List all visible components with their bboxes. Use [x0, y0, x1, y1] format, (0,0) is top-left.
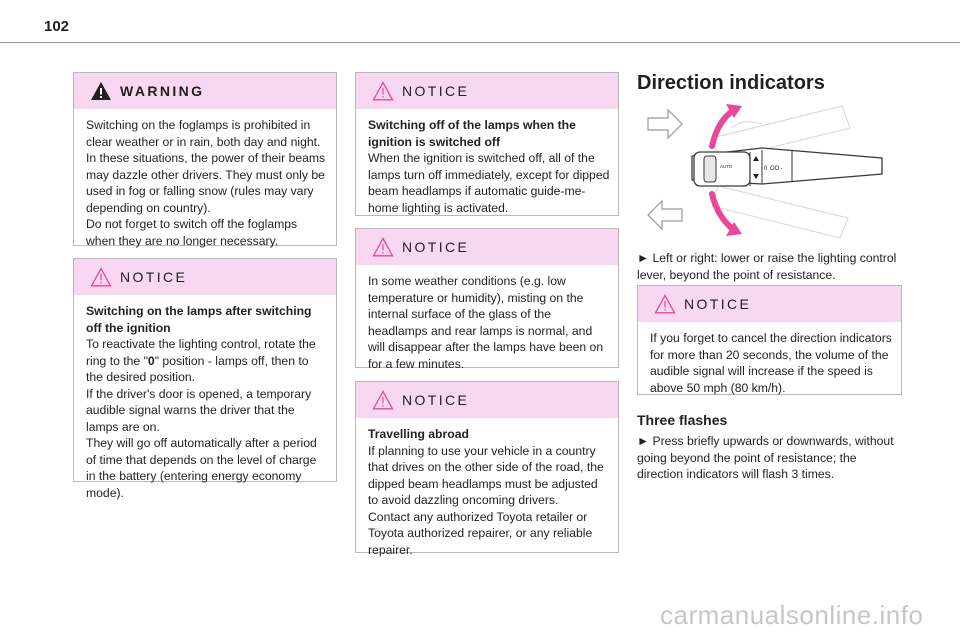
lighting-stalk-illustration	[642, 98, 892, 244]
notice-text: In some weather conditions (e.g. low temperature or humidity), misting on the internal surface of the glass of the headlamps and rear lamps is normal, and will disappear after the lamps have been on for a few minutes.	[368, 274, 604, 371]
arrow-right-icon	[648, 110, 682, 138]
notice-triangle-icon	[654, 294, 676, 314]
warning-text-1: Switching on the foglamps is prohibited in clear weather or in rain, both day and night. In these situations, the power of their beams may dazzle other drivers. They must only be used in fog or falling snow (rules may vary depending on country).	[86, 118, 326, 215]
three-flashes-heading: Three flashes	[637, 412, 728, 428]
down-arrow-icon	[712, 194, 734, 230]
warning-box	[73, 72, 337, 246]
notice-text: If planning to use your vehicle in a country that drives on the other side of the road, the dipped beam headlamps must be adjusted to avoid dazzling oncoming drivers.	[368, 443, 604, 507]
notice-text: If you forget to cancel the direction indicators for more than 20 seconds, the volume of the audible signal will increase if the speed is above 50 mph (80 km/h).	[650, 331, 892, 395]
notice-triangle-icon	[372, 237, 394, 257]
notice-triangle-icon	[90, 267, 112, 287]
up-arrow-icon	[712, 110, 734, 146]
arrow-left-icon	[648, 201, 682, 229]
notice-heading: Travelling abroad	[368, 427, 469, 441]
notice-text: Contact any authorized Toyota retailer or Toyota authorized repairer, or any reliable repairer.	[368, 509, 593, 557]
notice-text	[86, 336, 328, 386]
header-divider	[0, 42, 960, 43]
notice-text: If the driver's door is opened, a temporary audible signal warns the driver that the lamps are on.	[86, 386, 312, 434]
notice-box-switch-off	[355, 72, 619, 216]
instruction-paragraph: ► Left or right: lower or raise the lighting control lever, beyond the point of resistance.	[637, 251, 897, 282]
warning-header	[74, 73, 336, 109]
notice-header	[356, 73, 618, 109]
oo-label: OO ‐	[770, 166, 783, 172]
notice-text-part: To reactivate the lighting control, rotate the ring to the "	[86, 337, 316, 368]
notice-text-part: " position - lamps off, then to the desired position.	[86, 353, 309, 384]
notice-box-direction	[637, 285, 902, 395]
notice-box-weather	[355, 228, 619, 371]
notice-title: NOTICE	[684, 296, 752, 312]
page-number: 102	[44, 18, 70, 35]
notice-header	[74, 259, 336, 295]
notice-body-ignition	[74, 295, 336, 509]
notice-title: NOTICE	[402, 392, 470, 408]
notice-body-switch-off	[356, 109, 618, 224]
notice-body-abroad	[356, 418, 618, 566]
warning-title: WARNING	[120, 83, 205, 99]
notice-title: NOTICE	[402, 239, 470, 255]
notice-triangle-icon	[372, 81, 394, 101]
warning-body	[74, 109, 336, 257]
notice-header	[356, 382, 618, 418]
notice-body-weather	[356, 265, 618, 380]
zero-label: 0	[764, 166, 768, 172]
notice-text: They will go off automatically after a period of time that depends on the level of charge in the battery (entering energy economy mode).	[86, 436, 317, 500]
section-title: Direction indicators	[637, 72, 825, 94]
notice-text: When the ignition is switched off, all of the lamps turn off immediately, except for dipped beam headlamps if automatic guide-me-home lighting is activated.	[368, 151, 610, 215]
auto-label: AUTO	[720, 164, 733, 169]
notice-title: NOTICE	[402, 83, 470, 99]
notice-triangle-icon	[372, 390, 394, 410]
notice-box-abroad	[355, 381, 619, 557]
notice-title: NOTICE	[120, 269, 188, 285]
ring-position-value: 0	[147, 353, 155, 368]
notice-box-ignition	[73, 258, 337, 500]
watermark: carmanualsonline.info	[660, 600, 924, 630]
warning-text-2: Do not forget to switch off the foglamps when they are no longer necessary.	[86, 217, 298, 248]
warning-triangle-icon	[90, 81, 112, 101]
notice-heading: Switching on the lamps after switching off the ignition	[86, 304, 312, 335]
notice-body-direction	[638, 322, 901, 404]
three-flashes-paragraph: ► Press briefly upwards or downwards, without going beyond the point of resistance; the direction indicators will flash 3 times.	[637, 434, 894, 481]
notice-heading: Switching off of the lamps when the ignition is switched off	[368, 118, 576, 149]
notice-header	[638, 286, 901, 322]
notice-header	[356, 229, 618, 265]
